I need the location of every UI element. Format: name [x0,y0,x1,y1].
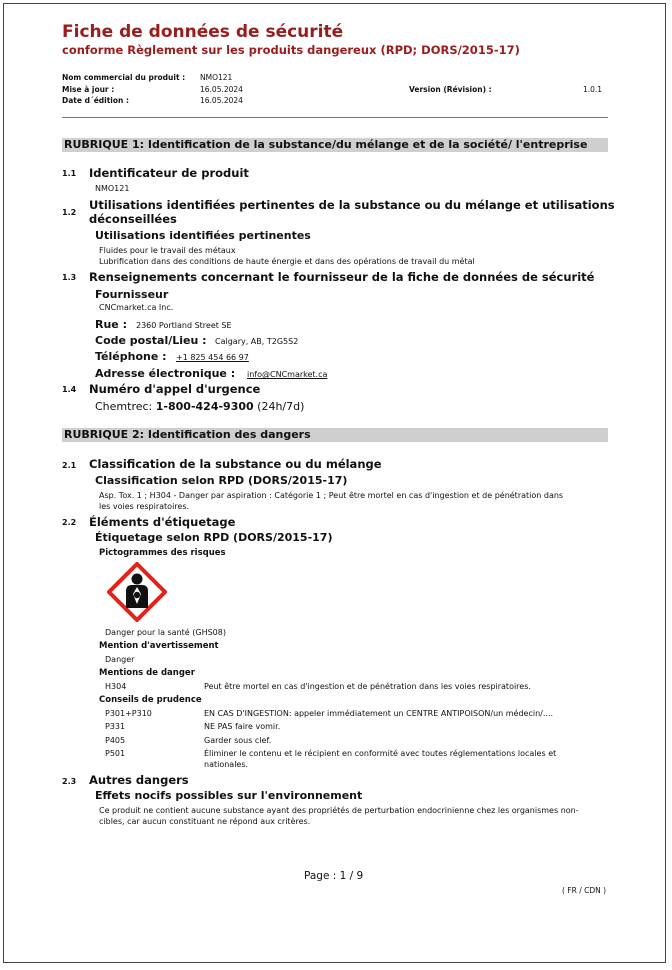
p501-code: P501 [105,749,126,758]
section2-band: RUBRIQUE 2: Identification des dangers [62,428,608,442]
pictograms-label: Pictogrammes des risques [99,548,226,558]
s21-subtitle: Classification selon RPD (DORS/2015-17) [95,474,348,487]
header-divider [62,117,608,118]
p301-text: EN CAS D'INGESTION: appeler immédiatement un CENTRE ANTIPOISON/un médecin/.... [204,709,554,718]
emergency-prefix: Chemtrec: [95,400,153,413]
s21-number: 2.1 [62,461,77,470]
street-label: Rue : [95,318,127,331]
s13-number: 1.3 [62,273,77,282]
phone-link[interactable]: +1 825 454 66 97 [176,353,249,362]
h304-code: H304 [105,682,127,691]
document-subtitle: conforme Règlement sur les produits dangereux (RPD; DORS/2015-17) [62,43,520,57]
health-hazard-icon [107,562,167,622]
emergency-number: 1-800-424-9300 [155,400,254,413]
product-name-label: Nom commercial du produit : [62,73,186,82]
email-link[interactable]: info@CNCmarket.ca [247,370,328,379]
s23-text-1: Ce produit ne contient aucune substance ayant des propriétés de perturbation endocrinienne chez les organismes non- [99,806,579,815]
page-number: Page : 1 / 9 [304,870,364,882]
h304-text: Peut être mortel en cas d'ingestion et de pénétration dans les voies respiratoires. [204,682,531,691]
p331-code: P331 [105,722,126,731]
s13-title: Renseignements concernant le fournisseur de la fiche de données de sécurité [89,270,595,284]
s11-title: Identificateur de produit [89,166,249,180]
s23-text-2: cibles, car aucun constituant ne répond aux critères. [99,817,311,826]
s21-title: Classification de la substance ou du mélange [89,457,382,471]
p501-text-1: Éliminer le contenu et le récipient en conformité avec toutes réglementations locales et [204,749,557,758]
version-value: 1.0.1 [583,85,603,94]
signal-word-label: Mention d'avertissement [99,641,219,651]
section1-band: RUBRIQUE 1: Identification de la substance/du mélange et de la société/ l'entreprise [62,138,608,152]
s14-number: 1.4 [62,385,77,394]
s12-title-line2: déconseillées [89,212,177,226]
s23-subtitle: Effets nocifs possibles sur l'environnement [95,789,363,802]
s22-subtitle: Étiquetage selon RPD (DORS/2015-17) [95,531,333,544]
phone-label: Téléphone : [95,350,167,363]
s22-title: Éléments d'étiquetage [89,515,236,529]
document-title: Fiche de données de sécurité [62,22,344,42]
s23-title: Autres dangers [89,773,189,787]
street-value: 2360 Portland Street SE [136,321,232,330]
p331-text: NE PAS faire vomir. [204,722,281,731]
hazard-statements-label: Mentions de danger [99,668,195,678]
emergency-suffix: (24h/7d) [257,400,305,413]
s11-value: NMO121 [95,184,130,193]
s11-number: 1.1 [62,169,77,178]
edition-label: Date d´édition : [62,96,129,105]
supplier-value: CNCmarket.ca Inc. [99,303,174,312]
s12-use-1: Fluides pour le travail des métaux [99,246,236,255]
product-name-value: NMO121 [200,73,233,82]
signal-word-value: Danger [105,655,135,664]
update-value: 16.05.2024 [200,85,243,94]
p405-code: P405 [105,736,126,745]
locale-code: ( FR / CDN ) [562,886,607,895]
p301-code: P301+P310 [105,709,152,718]
s14-title: Numéro d'appel d'urgence [89,382,261,396]
s21-classification-2: les voies respiratoires. [99,502,190,511]
version-label: Version (Révision) : [409,85,492,94]
precautionary-label: Conseils de prudence [99,695,202,705]
s23-number: 2.3 [62,777,77,786]
s22-number: 2.2 [62,518,77,527]
postal-label: Code postal/Lieu : [95,334,207,347]
email-label: Adresse électronique : [95,367,236,380]
supplier-label: Fournisseur [95,288,169,301]
s12-number: 1.2 [62,208,77,217]
edition-value: 16.05.2024 [200,96,243,105]
s12-title-line1: Utilisations identifiées pertinentes de la substance ou du mélange et utilisations [89,198,615,212]
s21-classification-1: Asp. Tox. 1 ; H304 - Danger par aspiration : Catégorie 1 ; Peut être mortel en cas d'ingestion et de pénétration dans [99,491,564,500]
s12-use-2: Lubrification dans des conditions de haute énergie et dans des opérations de travail du métal [99,257,475,266]
p405-text: Garder sous clef. [204,736,272,745]
emergency-line [95,400,304,413]
update-label: Mise à jour : [62,85,115,94]
postal-value: Calgary, AB, T2G5S2 [215,337,299,346]
s12-subtitle: Utilisations identifiées pertinentes [95,229,311,242]
p501-text-2: nationales. [204,760,249,769]
pictogram-caption: Danger pour la santé (GHS08) [105,628,226,637]
